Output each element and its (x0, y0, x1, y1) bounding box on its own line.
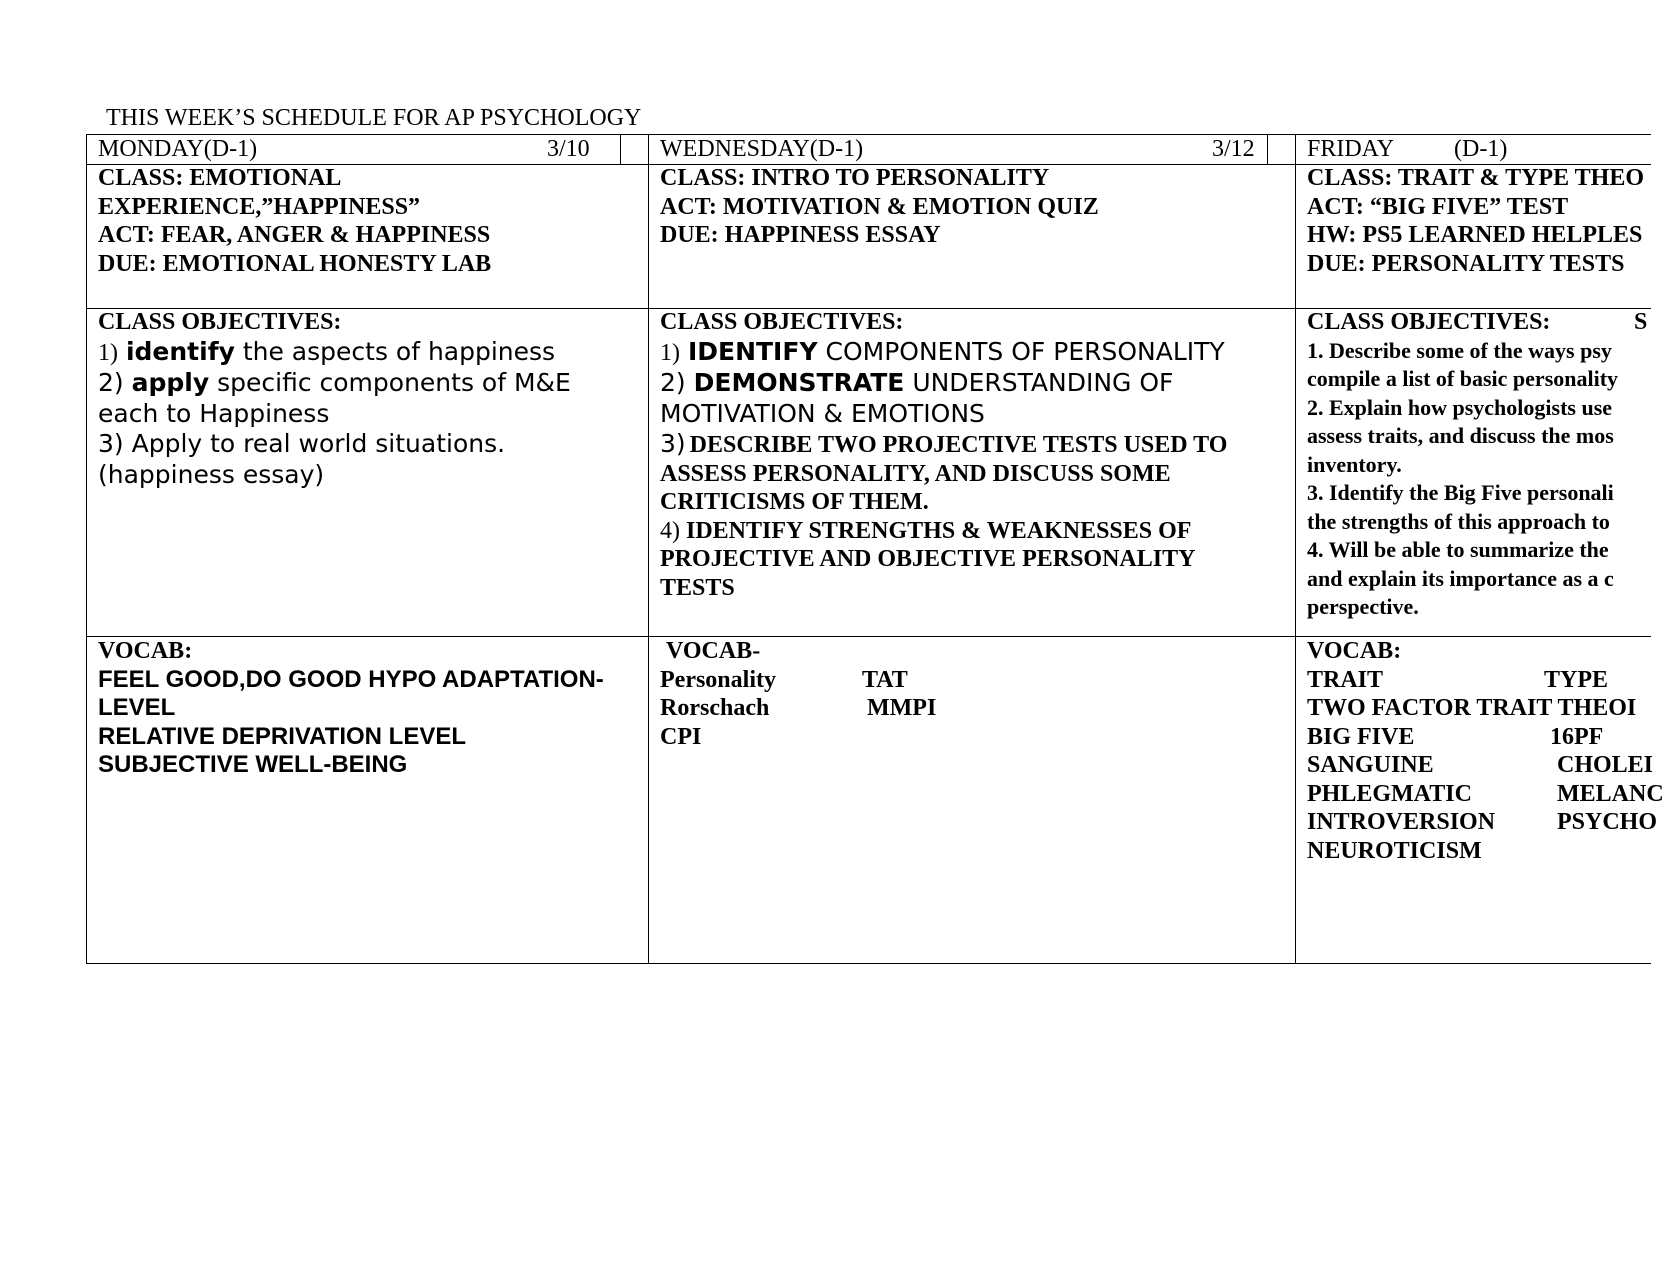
friday-objective-line-4: assess traits, and discuss the mos (1307, 423, 1614, 448)
friday-vocab-term: SANGUINE (1307, 752, 1434, 778)
wednesday-date: 3/12 (1212, 136, 1255, 162)
friday-objective-line-2: compile a list of basic personality (1307, 366, 1619, 391)
wednesday-objective-4-text: IDENTIFY STRENGTHS & WEAKNESSES OF (686, 517, 1192, 544)
wednesday-vocab-row (660, 723, 1290, 752)
wednesday-vocab-cell (660, 637, 1290, 751)
friday-class: CLASS: TRAIT & TYPE THEO (1307, 165, 1644, 191)
wednesday-objective-2-verb: DEMONSTRATE (693, 368, 905, 397)
monday-vocab-item: SUBJECTIVE WELL-BEING (98, 751, 408, 778)
wednesday-objective-1 (660, 337, 1292, 369)
friday-vocab-row (1307, 751, 1654, 780)
friday-vocab-cell (1307, 637, 1664, 865)
monday-objective-3: 3) Apply to real world situations. (98, 429, 506, 458)
monday-objective-2-verb: apply (131, 368, 210, 397)
wednesday-objective-3-number: 3) (660, 429, 686, 458)
wednesday-objective-3-cont-2: CRITICISMS OF THEM. (660, 489, 929, 515)
monday-class-cont: EXPERIENCE,”HAPPINESS” (98, 193, 421, 220)
friday-objectives-heading: CLASS OBJECTIVES: (1307, 309, 1551, 335)
wednesday-vocab-term: Personality (660, 666, 776, 693)
monday-vocab-item: FEEL GOOD,DO GOOD HYPO ADAPTATION- (98, 665, 604, 693)
wednesday-class: CLASS: INTRO TO PERSONALITY (660, 165, 1050, 191)
wednesday-vocab-heading: VOCAB- (666, 638, 761, 664)
friday-vocab-row (1307, 780, 1664, 809)
friday-vocab-term: NEUROTICISM (1307, 837, 1482, 864)
friday-vocab-term: CHOLEI (1557, 752, 1654, 778)
friday-objective-line-9: and explain its importance as a c (1307, 565, 1614, 591)
friday-vocab-row (1307, 723, 1651, 752)
wednesday-objectives-heading: CLASS OBJECTIVES: (660, 309, 904, 335)
wednesday-objective-2 (660, 368, 1292, 399)
wednesday-day-label: WEDNESDAY(D-1) (660, 136, 864, 162)
friday-vocab-term: PSYCHO (1557, 809, 1658, 835)
wednesday-activity: ACT: MOTIVATION & EMOTION QUIZ (660, 193, 1099, 220)
friday-vocab-term: TWO FACTOR TRAIT THEOI (1307, 695, 1637, 721)
wednesday-objective-4-number: 4) (660, 517, 680, 544)
friday-vocab-row (1307, 694, 1651, 723)
wednesday-vocab-term: CPI (660, 723, 702, 750)
friday-objective-line-6: 3. Identify the Big Five personali (1307, 480, 1614, 505)
wednesday-objective-1-text: COMPONENTS OF PERSONALITY (825, 336, 1225, 366)
wednesday-vocab-term: Rorschach (660, 695, 770, 721)
friday-objective-line-1: 1. Describe some of the ways psy (1307, 337, 1612, 363)
friday-objective-line-3: 2. Explain how psychologists use (1307, 394, 1613, 420)
wednesday-vocab-row (660, 666, 1290, 695)
monday-objective-1-verb: identify (125, 336, 235, 366)
wednesday-objective-1-verb: IDENTIFY (687, 336, 818, 366)
monday-objectives-cell (98, 308, 643, 490)
friday-homework: HW: PS5 LEARNED HELPLES (1307, 222, 1643, 248)
wednesday-objective-1-number: 1) (660, 339, 680, 366)
wednesday-objective-4-cont-2: TESTS (660, 574, 735, 601)
friday-vocab-term: TYPE (1544, 666, 1609, 693)
table-border-top (86, 134, 1651, 135)
wednesday-objective-2-number: 2) (660, 368, 686, 397)
wednesday-objective-2-cont: MOTIVATION & EMOTIONS (660, 398, 985, 428)
friday-vocab-row (1307, 666, 1651, 695)
friday-objectives-trailing: S (1634, 309, 1648, 335)
wednesday-header-tick (1267, 134, 1268, 164)
friday-vocab-term: INTROVERSION (1307, 809, 1496, 835)
monday-objective-1 (98, 337, 643, 369)
friday-objectives-cell (1307, 308, 1651, 622)
wednesday-objective-4-cont-1: PROJECTIVE AND OBJECTIVE PERSONALITY (660, 546, 1196, 572)
friday-due: DUE: PERSONALITY TESTS (1307, 250, 1625, 277)
friday-objectives-header (1307, 308, 1651, 337)
monday-class: CLASS: EMOTIONAL (98, 165, 342, 191)
monday-objective-1-text: the aspects of happiness (242, 336, 556, 366)
friday-activity: ACT: “BIG FIVE” TEST (1307, 193, 1569, 220)
wednesday-vocab-term: TAT (862, 666, 908, 693)
friday-vocab-term: PHLEGMATIC (1307, 780, 1472, 807)
monday-objective-2-text: specific components of M&E each to Happiness (98, 368, 571, 428)
friday-vocab-term: 16PF (1550, 723, 1604, 750)
monday-vocab-heading: VOCAB: (98, 638, 193, 664)
wednesday-class-cell (660, 164, 1290, 250)
monday-vocab-cell (98, 637, 643, 780)
friday-objective-line-8: 4. Will be able to summarize the (1307, 537, 1609, 562)
wednesday-objective-3-text: DESCRIBE TWO PROJECTIVE TESTS USED TO (689, 432, 1228, 458)
column-divider-2 (1295, 134, 1296, 964)
page-title: THIS WEEK’S SCHEDULE FOR AP PSYCHOLOGY (106, 105, 642, 131)
wednesday-vocab-row (660, 694, 1290, 723)
wednesday-objective-2-text: UNDERSTANDING OF (912, 368, 1174, 397)
table-border-left (86, 134, 87, 964)
wednesday-vocab-term: MMPI (867, 695, 937, 721)
monday-class-cell (98, 164, 643, 278)
friday-objective-line-10: perspective. (1307, 594, 1419, 619)
wednesday-objective-3 (660, 429, 1292, 460)
wednesday-objective-4 (660, 517, 1292, 546)
monday-due: DUE: EMOTIONAL HONESTY LAB (98, 250, 492, 277)
friday-vocab-term: TRAIT (1307, 666, 1384, 693)
table-border-bottom (86, 963, 1651, 964)
friday-vocab-row (1307, 808, 1658, 837)
friday-day-label: FRIDAY (1307, 136, 1395, 162)
friday-vocab-term: BIG FIVE (1307, 723, 1415, 750)
monday-date: 3/10 (547, 136, 590, 162)
friday-class-cell (1307, 164, 1651, 278)
monday-activity: ACT: FEAR, ANGER & HAPPINESS (98, 222, 491, 248)
wednesday-objectives-cell (660, 308, 1292, 602)
schedule-table (86, 134, 1664, 964)
column-divider-1 (648, 134, 649, 964)
monday-header-tick (620, 134, 621, 164)
friday-vocab-row (1307, 837, 1651, 866)
wednesday-due: DUE: HAPPINESS ESSAY (660, 222, 941, 248)
friday-objective-line-5: inventory. (1307, 451, 1402, 477)
wednesday-objective-3-cont-1: ASSESS PERSONALITY, AND DISCUSS SOME (660, 460, 1171, 487)
monday-objective-2 (98, 368, 618, 429)
friday-vocab-heading: VOCAB: (1307, 638, 1402, 664)
monday-vocab-item: LEVEL (98, 694, 176, 721)
monday-objective-2-number: 2) (98, 368, 124, 397)
monday-objectives-heading: CLASS OBJECTIVES: (98, 309, 342, 335)
monday-objective-1-number: 1) (98, 339, 118, 366)
monday-objective-3-cont: (happiness essay) (98, 459, 325, 489)
monday-day-label: MONDAY(D-1) (98, 136, 258, 162)
friday-objective-line-7: the strengths of this approach to (1307, 508, 1610, 534)
friday-day-code: (D-1) (1454, 136, 1508, 162)
friday-vocab-term: MELANC (1557, 780, 1664, 807)
monday-vocab-item: RELATIVE DEPRIVATION LEVEL (98, 722, 467, 750)
